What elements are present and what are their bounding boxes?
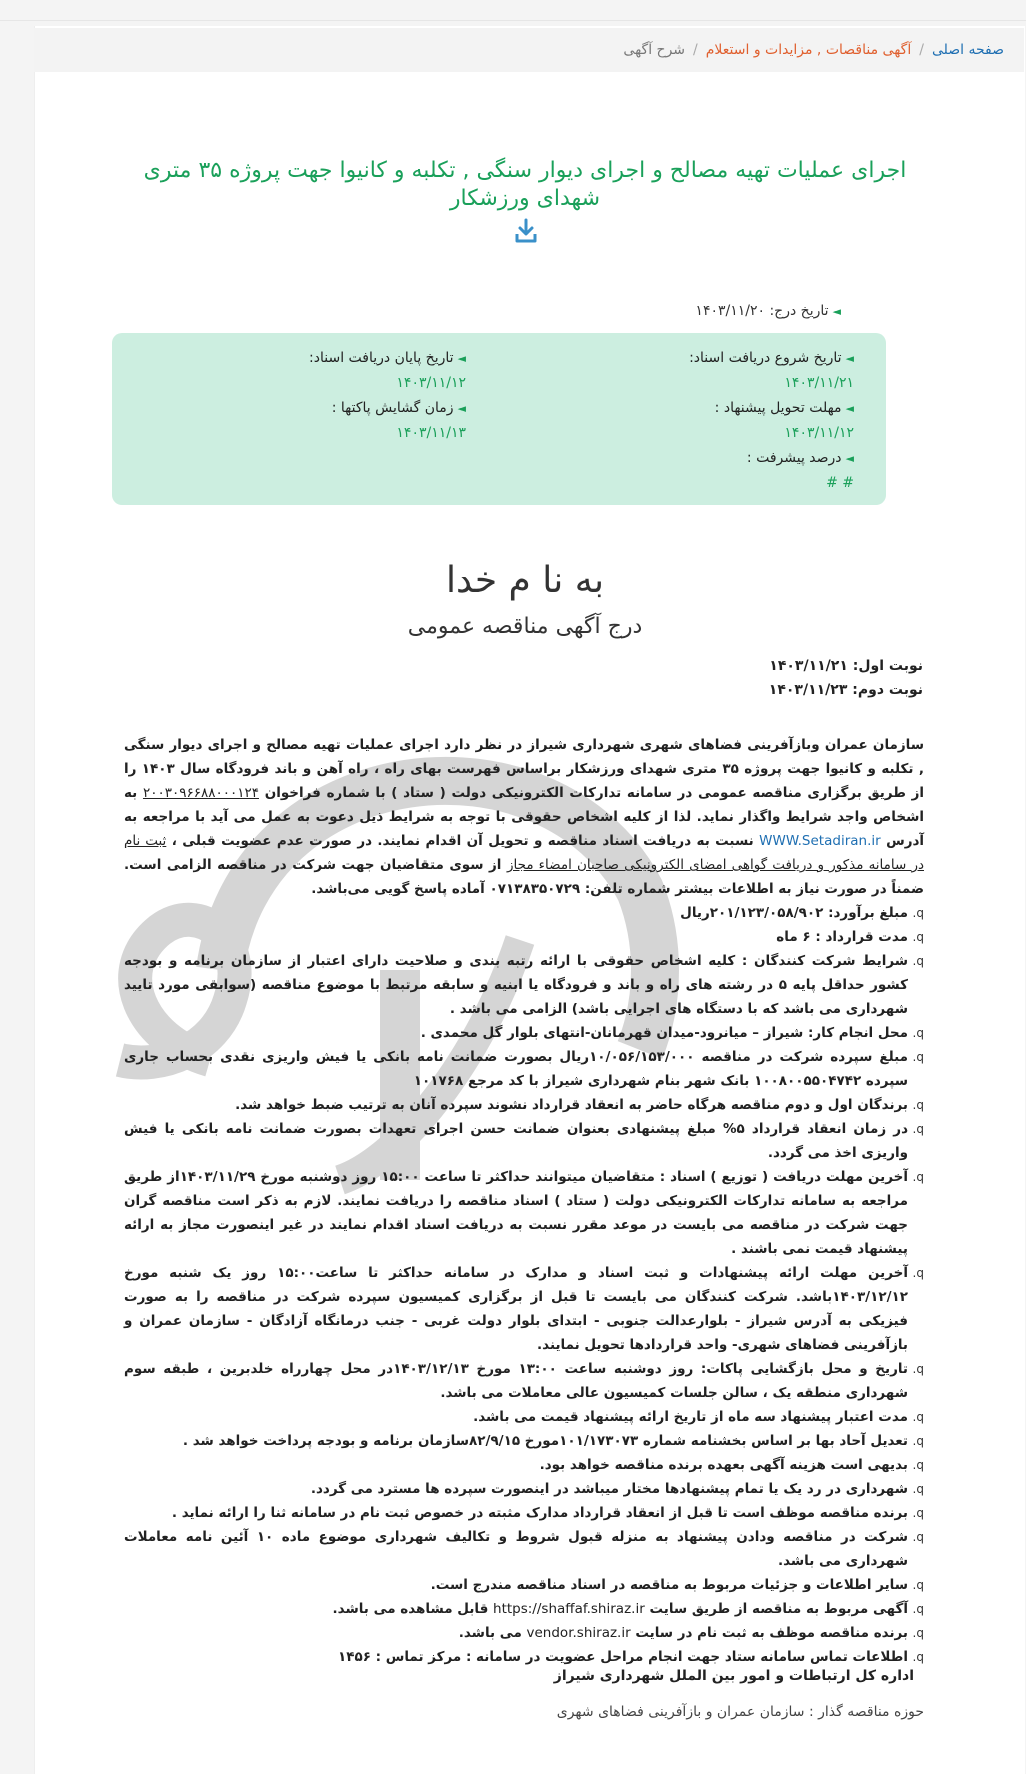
- breadcrumb: [34, 28, 1024, 72]
- notice-subtitle: درج آگهی مناقصه عمومی: [407, 614, 643, 639]
- list-item: q. شهرداری در رد یک یا تمام پیشنهادها مختار میباشد در اینصورت سپرده ها مسترد می گردد.: [124, 1477, 924, 1501]
- list-item: q. برندگان اول و دوم مناقصه هرگاه حاضر به انعقاد قرارداد نشوند سپرده آنان به ترتیب ضبط خواهد شد.: [124, 1093, 924, 1117]
- download-icon[interactable]: [515, 218, 537, 244]
- bullet-icon: ◄: [845, 452, 854, 465]
- tender-number: ۲۰۰۳۰۹۶۶۸۸۰۰۰۱۲۴: [142, 785, 259, 801]
- breadcrumb-tenders-link[interactable]: آگهی مناقصات , مزایدات و استعلام: [705, 42, 912, 58]
- list-item: q. بدیهی است هزینه آگهی بعهده برنده مناقصه خواهد بود.: [124, 1453, 924, 1477]
- list-item: q. سایر اطلاعات و جزئیات مربوط به مناقصه در اسناد مناقصه مندرج است.: [124, 1573, 924, 1597]
- second-turn-date: نوبت دوم: ۱۴۰۳/۱۱/۲۳: [768, 682, 923, 698]
- list-item: q. آخرین مهلت ارائه پیشنهادات و ثبت اسناد و مدارک در سامانه حداکثر تا ساعت۱۵:۰۰ روز یک شنبه مورخ ۱۴۰۳/۱۲/۱۲باشد. شرکت کنندگان می بایست تا قبل از برگزاری کمیسیون سپرده شرکت در مناقصه را به صورت فیزیکی به آدرس شیراز - بلوارعدالت جنوبی - ابتدای بلوار دولت غربی - جنب درمانگاه آزادگان - سازمان عمران و بازآفرینی فضاهای شهری- واحد قراردادها تحویل نمایند.: [124, 1261, 924, 1357]
- list-item-contact: q. اطلاعات تماس سامانه ستاد جهت انجام مراحل عضویت در سامانه : مرکز تماس : ۱۴۵۶: [124, 1645, 924, 1669]
- setad-link[interactable]: WWW.Setadiran.ir: [759, 833, 881, 849]
- office-signature: اداره کل ارتباطات و امور بین الملل شهرداری شیراز: [553, 1668, 914, 1684]
- bullet-icon: ◄: [457, 402, 466, 415]
- bismillah-heading: به نا م خدا: [445, 560, 605, 601]
- bid-deadline: ◄مهلت تحویل پیشنهاد : ۱۴۰۳/۱۱/۱۲: [714, 400, 854, 441]
- first-turn-date: نوبت اول: ۱۴۰۳/۱۱/۲۱: [769, 658, 923, 674]
- breadcrumb-current: شرح آگهی: [623, 42, 686, 58]
- start-receive-date: ◄تاریخ شروع دریافت اسناد: ۱۴۰۳/۱۱/۲۱: [689, 350, 854, 391]
- registration-date: ◄تاریخ درج: ۱۴۰۳/۱۱/۲۰: [695, 303, 841, 319]
- list-item: q. آخرین مهلت دریافت ( توزیع ) اسناد : متقاضیان میتوانند حداکثر تا ساعت ۱۵:۰۰ روز دوشنبه مورخ ۱۴۰۳/۱۱/۲۹از طریق مراجعه به سامانه تدارکات الکترونیکی دولت ( ستاد ) اسناد مناقصه را دریافت نمایند. لازم به ذکر است مناقصه گران جهت شرکت در مناقصه می بایست در موعد مقرر نسبت به دریافت اسناد اقدام نمایند در غیر اینصورت مجاز به ارائه پیشنهاد قیمت نمی باشند .: [124, 1165, 924, 1261]
- intro-paragraph: سازمان عمران وبازآفرینی فضاهای شهری شهرداری شیراز در نظر دارد اجرای عملیات تهیه مصالح و اجرای دیوار سنگی , تکلبه و کانیوا جهت پروژه ۳۵ متری شهدای ورزشکار براساس فهرست بهای راه ، راه آهن و باند فرودگاه سال ۱۴۰۳ را از طریق برگزاری مناقصه عمومی در سامانه تدارکات الکترونیکی دولت ( ستاد ) با شماره فراخوان ۲۰۰۳۰۹۶۶۸۸۰۰۰۱۲۴ به اشخاص واجد شرایط واگذار نماید. لذا از کلیه اشخاص حقوقی با توجه به شرایط ذیل دعوت به عمل می آید با مراجعه به آدرس WWW.Setadiran.ir نسبت به دریافت اسناد مناقصه و تحویل آن اقدام نمایند. در صورت عدم عضویت قبلی ، ثبت نام در سامانه مذکور و دریافت گواهی امضای الکترونیکی صاحبان امضاء مجاز از سوی متقاضیان جهت شرکت در مناقصه الزامی است. ضمناً در صورت نیاز به اطلاعات بیشتر شماره تلفن: ۰۷۱۳۸۳۵۰۷۲۹ آماده پاسخ گویی می‌باشد.: [124, 737, 925, 897]
- list-item: q. محل انجام کار: شیراز – میانرود-میدان قهرمانان-انتهای بلوار گل محمدی .: [124, 1021, 924, 1045]
- list-item: q. برنده مناقصه موظف است تا قبل از انعقاد قرارداد مدارک مثبته در خصوص ثبت نام در سامانه ثنا را ارائه نماید .: [124, 1501, 924, 1525]
- tendering-org: حوزه مناقصه گذار : سازمان عمران و بازآفرینی فضاهای شهری: [556, 1704, 924, 1720]
- top-divider: [0, 20, 1026, 21]
- list-item-shaffaf: q. آگهی مربوط به مناقصه از طریق سایت https://shaffaf.shiraz.ir قابل مشاهده می باشد.: [124, 1597, 924, 1621]
- tender-dates-box: [112, 333, 886, 505]
- tender-body: [124, 733, 924, 1669]
- list-item: q. شرکت در مناقصه ودادن پیشنهاد به منزله قبول شروط و تکالیف شهرداری موضوع ماده ۱۰ آئین نامه معاملات شهرداری می باشد.: [124, 1525, 924, 1573]
- bullet-icon: ◄: [457, 352, 466, 365]
- end-receive-date: ◄تاریخ پایان دریافت اسناد: ۱۴۰۳/۱۱/۱۲: [309, 350, 466, 391]
- bullet-icon: ◄: [832, 305, 841, 318]
- opening-time: ◄زمان گشایش پاکتها : ۱۴۰۳/۱۱/۱۳: [331, 400, 466, 441]
- breadcrumb-separator: /: [693, 42, 698, 58]
- list-item: q. مبلغ سپرده شرکت در مناقصه ۱۰/۰۵۶/۱۵۳/۰۰۰ریال بصورت ضمانت نامه بانکی یا فیش واریزی نقدی بحساب جاری سپرده ۱۰۰۸۰۰۵۵۰۴۷۴۲ بانک شهر بنام شهرداری شیراز با کد مرجع ۱۰۱۷۶۸: [124, 1045, 924, 1093]
- list-item: q. در زمان انعقاد قرارداد ۵% مبلغ پیشنهادی بعنوان ضمانت حسن اجرای تعهدات بصورت ضمانت نامه بانکی یا فیش واریزی اخذ می گردد.: [124, 1117, 924, 1165]
- conditions-list: [124, 901, 924, 1669]
- bullet-icon: ◄: [845, 402, 854, 415]
- list-item: q. مبلغ برآورد: ۲۰۱/۱۲۳/۰۵۸/۹۰۲ریال: [124, 901, 924, 925]
- breadcrumb-home-link[interactable]: صفحه اصلی: [931, 42, 1004, 58]
- list-item-vendor: q. برنده مناقصه موظف به ثبت نام در سایت vendor.shiraz.ir می باشد.: [124, 1621, 924, 1645]
- list-item: q. شرایط شرکت کنندگان : کلیه اشخاص حقوقی با ارائه رتبه بندی و صلاحیت دارای اعتبار از سازمان برنامه و بودجه کشور حداقل پایه ۵ در رشته های راه و باند و فرودگاه یا ابنیه و سابقه مرتبط با موضوع مناقصه (سوابقی مورد تایید شهرداری می باشد که با دستگاه های اجرایی باشد) الزامی می باشد .: [124, 949, 924, 1021]
- list-item: q. مدت اعتبار پیشنهاد سه ماه از تاریخ ارائه پیشنهاد قیمت می باشد.: [124, 1405, 924, 1429]
- register-link[interactable]: ثبت نام در سامانه مذکور و دریافت گواهی امضای الکترونیکی صاحبان امضاء مجاز: [124, 833, 924, 873]
- breadcrumb-separator: /: [919, 42, 924, 58]
- page-title: اجرای عملیات تهیه مصالح و اجرای دیوار سنگی , تکلبه و کانیوا جهت پروژه ۳۵ متری شهدای ورزشکار: [143, 157, 907, 211]
- list-item: q. تاریخ و محل بازگشایی پاکات: روز دوشنبه ساعت ۱۳:۰۰ مورخ ۱۴۰۳/۱۲/۱۳در محل چهارراه خلدبرین ، طبقه سوم شهرداری منطقه یک ، سالن جلسات کمیسیون عالی معاملات می باشد.: [124, 1357, 924, 1405]
- progress-percent: ◄درصد پیشرفت : # #: [746, 450, 854, 491]
- list-item: q. مدت قرارداد : ۶ ماه: [124, 925, 924, 949]
- list-item: q. تعدیل آحاد بها بر اساس بخشنامه شماره ۱۰۱/۱۷۳۰۷۳مورخ ۸۲/۹/۱۵سازمان برنامه و بودجه پرداخت خواهد شد .: [124, 1429, 924, 1453]
- vendor-link[interactable]: vendor.shiraz.ir: [526, 1625, 631, 1641]
- shaffaf-link[interactable]: https://shaffaf.shiraz.ir: [493, 1601, 645, 1617]
- bullet-icon: ◄: [845, 352, 854, 365]
